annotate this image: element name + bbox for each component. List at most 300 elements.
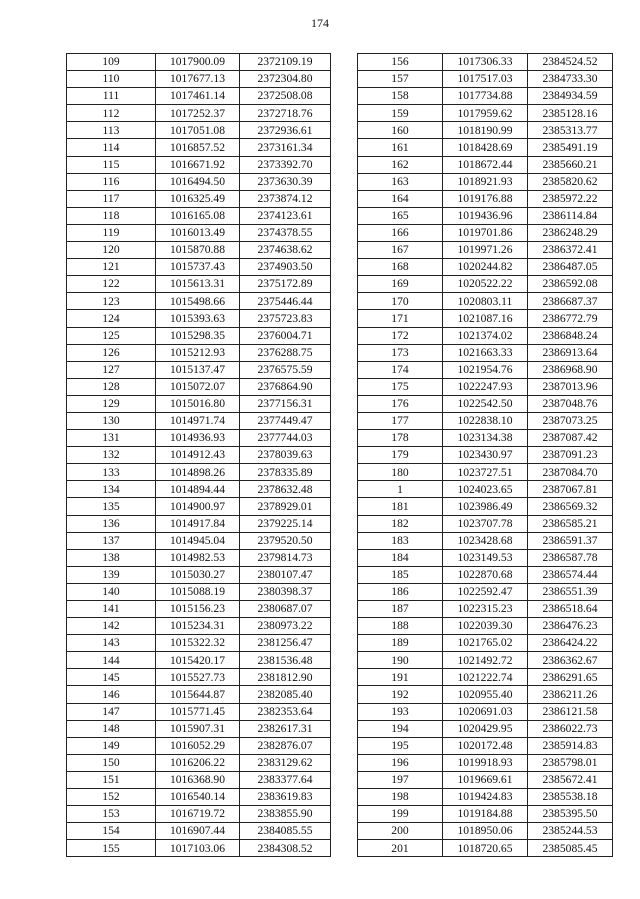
point-number-cell: 123 bbox=[67, 293, 156, 310]
table-row bbox=[67, 566, 331, 583]
y-coordinate-cell: 2386585.21 bbox=[528, 515, 613, 532]
y-coordinate-cell: 2386772.79 bbox=[528, 310, 613, 327]
y-coordinate-cell: 2386592.08 bbox=[528, 276, 613, 293]
table-row bbox=[67, 242, 331, 259]
x-coordinate-cell: 1014912.43 bbox=[156, 447, 240, 464]
y-coordinate-cell: 2386587.78 bbox=[528, 549, 613, 566]
x-coordinate-cell: 1014945.04 bbox=[156, 532, 240, 549]
y-coordinate-cell: 2386362.67 bbox=[528, 652, 613, 669]
y-coordinate-cell: 2384085.55 bbox=[240, 823, 331, 840]
x-coordinate-cell: 1016671.92 bbox=[156, 156, 240, 173]
point-number-cell: 133 bbox=[67, 464, 156, 481]
table-row bbox=[67, 293, 331, 310]
point-number-cell: 148 bbox=[67, 720, 156, 737]
point-number-cell: 191 bbox=[358, 669, 443, 686]
table-row bbox=[358, 703, 613, 720]
table-row bbox=[358, 139, 613, 156]
table-row bbox=[67, 276, 331, 293]
point-number-cell: 110 bbox=[67, 71, 156, 88]
y-coordinate-cell: 2385128.16 bbox=[528, 105, 613, 122]
y-coordinate-cell: 2386569.32 bbox=[528, 498, 613, 515]
x-coordinate-cell: 1021087.16 bbox=[443, 310, 528, 327]
x-coordinate-cell: 1015907.31 bbox=[156, 720, 240, 737]
point-number-cell: 176 bbox=[358, 395, 443, 412]
table-row bbox=[358, 412, 613, 429]
x-coordinate-cell: 1016857.52 bbox=[156, 139, 240, 156]
table-body bbox=[67, 54, 331, 857]
x-coordinate-cell: 1020522.22 bbox=[443, 276, 528, 293]
y-coordinate-cell: 2385820.62 bbox=[528, 173, 613, 190]
x-coordinate-cell: 1015498.66 bbox=[156, 293, 240, 310]
y-coordinate-cell: 2380398.37 bbox=[240, 583, 331, 600]
y-coordinate-cell: 2380107.47 bbox=[240, 566, 331, 583]
point-number-cell: 197 bbox=[358, 771, 443, 788]
y-coordinate-cell: 2382353.64 bbox=[240, 703, 331, 720]
x-coordinate-cell: 1016013.49 bbox=[156, 224, 240, 241]
point-number-cell: 200 bbox=[358, 823, 443, 840]
point-number-cell: 175 bbox=[358, 378, 443, 395]
x-coordinate-cell: 1016206.22 bbox=[156, 754, 240, 771]
table-row bbox=[358, 720, 613, 737]
table-row bbox=[67, 361, 331, 378]
y-coordinate-cell: 2382085.40 bbox=[240, 686, 331, 703]
x-coordinate-cell: 1015393.63 bbox=[156, 310, 240, 327]
table-row bbox=[358, 378, 613, 395]
table-row bbox=[67, 327, 331, 344]
table-row bbox=[358, 823, 613, 840]
table-row bbox=[67, 806, 331, 823]
table-row bbox=[358, 686, 613, 703]
point-number-cell: 134 bbox=[67, 481, 156, 498]
table-row bbox=[358, 88, 613, 105]
y-coordinate-cell: 2386574.44 bbox=[528, 566, 613, 583]
table-row bbox=[358, 447, 613, 464]
table-row bbox=[358, 173, 613, 190]
y-coordinate-cell: 2386248.29 bbox=[528, 224, 613, 241]
x-coordinate-cell: 1019918.93 bbox=[443, 754, 528, 771]
x-coordinate-cell: 1024023.65 bbox=[443, 481, 528, 498]
point-number-cell: 185 bbox=[358, 566, 443, 583]
point-number-cell: 135 bbox=[67, 498, 156, 515]
y-coordinate-cell: 2374638.62 bbox=[240, 242, 331, 259]
table-row bbox=[358, 276, 613, 293]
x-coordinate-cell: 1021954.76 bbox=[443, 361, 528, 378]
y-coordinate-cell: 2376288.75 bbox=[240, 344, 331, 361]
y-coordinate-cell: 2374123.61 bbox=[240, 207, 331, 224]
point-number-cell: 150 bbox=[67, 754, 156, 771]
point-number-cell: 143 bbox=[67, 635, 156, 652]
x-coordinate-cell: 1022315.23 bbox=[443, 601, 528, 618]
y-coordinate-cell: 2383129.62 bbox=[240, 754, 331, 771]
y-coordinate-cell: 2385538.18 bbox=[528, 789, 613, 806]
table-row bbox=[358, 789, 613, 806]
x-coordinate-cell: 1015072.07 bbox=[156, 378, 240, 395]
table-row bbox=[67, 703, 331, 720]
point-number-cell: 184 bbox=[358, 549, 443, 566]
table-row bbox=[67, 395, 331, 412]
table-row bbox=[358, 532, 613, 549]
table-row bbox=[67, 583, 331, 600]
point-number-cell: 183 bbox=[358, 532, 443, 549]
y-coordinate-cell: 2380973.22 bbox=[240, 618, 331, 635]
table-row bbox=[67, 840, 331, 857]
x-coordinate-cell: 1022870.68 bbox=[443, 566, 528, 583]
point-number-cell: 171 bbox=[358, 310, 443, 327]
x-coordinate-cell: 1020172.48 bbox=[443, 737, 528, 754]
x-coordinate-cell: 1015420.17 bbox=[156, 652, 240, 669]
x-coordinate-cell: 1016494.50 bbox=[156, 173, 240, 190]
y-coordinate-cell: 2383855.90 bbox=[240, 806, 331, 823]
table-row bbox=[358, 515, 613, 532]
table-body bbox=[358, 54, 613, 857]
x-coordinate-cell: 1018428.69 bbox=[443, 139, 528, 156]
x-coordinate-cell: 1020691.03 bbox=[443, 703, 528, 720]
point-number-cell: 144 bbox=[67, 652, 156, 669]
y-coordinate-cell: 2376575.59 bbox=[240, 361, 331, 378]
y-coordinate-cell: 2379520.50 bbox=[240, 532, 331, 549]
x-coordinate-cell: 1017103.06 bbox=[156, 840, 240, 857]
point-number-cell: 121 bbox=[67, 259, 156, 276]
x-coordinate-cell: 1023134.38 bbox=[443, 430, 528, 447]
y-coordinate-cell: 2387087.42 bbox=[528, 430, 613, 447]
table-row bbox=[358, 259, 613, 276]
point-number-cell: 127 bbox=[67, 361, 156, 378]
point-number-cell: 181 bbox=[358, 498, 443, 515]
point-number-cell: 161 bbox=[358, 139, 443, 156]
point-number-cell: 137 bbox=[67, 532, 156, 549]
point-number-cell: 164 bbox=[358, 190, 443, 207]
x-coordinate-cell: 1015137.47 bbox=[156, 361, 240, 378]
x-coordinate-cell: 1015613.31 bbox=[156, 276, 240, 293]
y-coordinate-cell: 2381256.47 bbox=[240, 635, 331, 652]
table-row bbox=[67, 173, 331, 190]
table-row bbox=[358, 549, 613, 566]
y-coordinate-cell: 2387048.76 bbox=[528, 395, 613, 412]
point-number-cell: 130 bbox=[67, 412, 156, 429]
y-coordinate-cell: 2386114.84 bbox=[528, 207, 613, 224]
y-coordinate-cell: 2385672.41 bbox=[528, 771, 613, 788]
x-coordinate-cell: 1015212.93 bbox=[156, 344, 240, 361]
y-coordinate-cell: 2377744.03 bbox=[240, 430, 331, 447]
table-row bbox=[358, 566, 613, 583]
table-row bbox=[358, 635, 613, 652]
table-row bbox=[67, 515, 331, 532]
point-number-cell: 177 bbox=[358, 412, 443, 429]
y-coordinate-cell: 2382617.31 bbox=[240, 720, 331, 737]
table-row bbox=[358, 481, 613, 498]
y-coordinate-cell: 2385085.45 bbox=[528, 840, 613, 857]
point-number-cell: 109 bbox=[67, 54, 156, 71]
y-coordinate-cell: 2386848.24 bbox=[528, 327, 613, 344]
table-row bbox=[67, 754, 331, 771]
point-number-cell: 138 bbox=[67, 549, 156, 566]
table-row bbox=[358, 207, 613, 224]
point-number-cell: 149 bbox=[67, 737, 156, 754]
y-coordinate-cell: 2372718.76 bbox=[240, 105, 331, 122]
table-row bbox=[358, 224, 613, 241]
point-number-cell: 195 bbox=[358, 737, 443, 754]
x-coordinate-cell: 1016165.08 bbox=[156, 207, 240, 224]
table-row bbox=[67, 88, 331, 105]
x-coordinate-cell: 1020244.82 bbox=[443, 259, 528, 276]
table-row bbox=[67, 259, 331, 276]
x-coordinate-cell: 1018921.93 bbox=[443, 173, 528, 190]
x-coordinate-cell: 1016368.90 bbox=[156, 771, 240, 788]
table-row bbox=[67, 498, 331, 515]
table-row bbox=[67, 139, 331, 156]
x-coordinate-cell: 1021374.02 bbox=[443, 327, 528, 344]
table-row bbox=[67, 737, 331, 754]
point-number-cell: 154 bbox=[67, 823, 156, 840]
table-row bbox=[67, 635, 331, 652]
point-number-cell: 116 bbox=[67, 173, 156, 190]
page-number: 174 bbox=[311, 16, 329, 30]
x-coordinate-cell: 1019424.83 bbox=[443, 789, 528, 806]
point-number-cell: 132 bbox=[67, 447, 156, 464]
y-coordinate-cell: 2375446.44 bbox=[240, 293, 331, 310]
x-coordinate-cell: 1014898.26 bbox=[156, 464, 240, 481]
x-coordinate-cell: 1016719.72 bbox=[156, 806, 240, 823]
point-number-cell: 139 bbox=[67, 566, 156, 583]
x-coordinate-cell: 1014900.97 bbox=[156, 498, 240, 515]
table-row bbox=[358, 310, 613, 327]
point-number-cell: 157 bbox=[358, 71, 443, 88]
point-number-cell: 199 bbox=[358, 806, 443, 823]
x-coordinate-cell: 1014982.53 bbox=[156, 549, 240, 566]
point-number-cell: 173 bbox=[358, 344, 443, 361]
x-coordinate-cell: 1019669.61 bbox=[443, 771, 528, 788]
y-coordinate-cell: 2373874.12 bbox=[240, 190, 331, 207]
point-number-cell: 170 bbox=[358, 293, 443, 310]
y-coordinate-cell: 2379814.73 bbox=[240, 549, 331, 566]
y-coordinate-cell: 2381536.48 bbox=[240, 652, 331, 669]
y-coordinate-cell: 2384733.30 bbox=[528, 71, 613, 88]
x-coordinate-cell: 1023986.49 bbox=[443, 498, 528, 515]
x-coordinate-cell: 1015527.73 bbox=[156, 669, 240, 686]
x-coordinate-cell: 1023727.51 bbox=[443, 464, 528, 481]
x-coordinate-cell: 1021492.72 bbox=[443, 652, 528, 669]
point-number-cell: 162 bbox=[358, 156, 443, 173]
table-row bbox=[358, 122, 613, 139]
point-number-cell: 193 bbox=[358, 703, 443, 720]
table-row bbox=[358, 806, 613, 823]
table-row bbox=[358, 737, 613, 754]
point-number-cell: 167 bbox=[358, 242, 443, 259]
y-coordinate-cell: 2386424.22 bbox=[528, 635, 613, 652]
table-row bbox=[67, 481, 331, 498]
x-coordinate-cell: 1015737.43 bbox=[156, 259, 240, 276]
y-coordinate-cell: 2386591.37 bbox=[528, 532, 613, 549]
table-row bbox=[67, 447, 331, 464]
table-row bbox=[358, 771, 613, 788]
y-coordinate-cell: 2374378.55 bbox=[240, 224, 331, 241]
x-coordinate-cell: 1017461.14 bbox=[156, 88, 240, 105]
table-row bbox=[67, 122, 331, 139]
table-row bbox=[67, 652, 331, 669]
table-row bbox=[67, 430, 331, 447]
table-row bbox=[358, 361, 613, 378]
x-coordinate-cell: 1014917.84 bbox=[156, 515, 240, 532]
x-coordinate-cell: 1019176.88 bbox=[443, 190, 528, 207]
table-row bbox=[67, 771, 331, 788]
table-row bbox=[358, 105, 613, 122]
point-number-cell: 141 bbox=[67, 601, 156, 618]
table-row bbox=[358, 395, 613, 412]
x-coordinate-cell: 1017252.37 bbox=[156, 105, 240, 122]
table-row bbox=[358, 464, 613, 481]
table-row bbox=[358, 430, 613, 447]
x-coordinate-cell: 1014936.93 bbox=[156, 430, 240, 447]
y-coordinate-cell: 2376864.90 bbox=[240, 378, 331, 395]
x-coordinate-cell: 1017959.62 bbox=[443, 105, 528, 122]
point-number-cell: 163 bbox=[358, 173, 443, 190]
point-number-cell: 155 bbox=[67, 840, 156, 857]
point-number-cell: 169 bbox=[358, 276, 443, 293]
x-coordinate-cell: 1019701.86 bbox=[443, 224, 528, 241]
y-coordinate-cell: 2373630.39 bbox=[240, 173, 331, 190]
point-number-cell: 114 bbox=[67, 139, 156, 156]
point-number-cell: 119 bbox=[67, 224, 156, 241]
point-number-cell: 178 bbox=[358, 430, 443, 447]
x-coordinate-cell: 1015870.88 bbox=[156, 242, 240, 259]
x-coordinate-cell: 1019184.88 bbox=[443, 806, 528, 823]
point-number-cell: 126 bbox=[67, 344, 156, 361]
point-number-cell: 156 bbox=[358, 54, 443, 71]
point-number-cell: 186 bbox=[358, 583, 443, 600]
table-row bbox=[67, 344, 331, 361]
x-coordinate-cell: 1018672.44 bbox=[443, 156, 528, 173]
table-row bbox=[358, 190, 613, 207]
x-coordinate-cell: 1020803.11 bbox=[443, 293, 528, 310]
y-coordinate-cell: 2385798.01 bbox=[528, 754, 613, 771]
point-number-cell: 125 bbox=[67, 327, 156, 344]
y-coordinate-cell: 2386476.23 bbox=[528, 618, 613, 635]
x-coordinate-cell: 1022838.10 bbox=[443, 412, 528, 429]
point-number-cell: 180 bbox=[358, 464, 443, 481]
y-coordinate-cell: 2372304.80 bbox=[240, 71, 331, 88]
table-row bbox=[358, 618, 613, 635]
y-coordinate-cell: 2372109.19 bbox=[240, 54, 331, 71]
point-number-cell: 172 bbox=[358, 327, 443, 344]
y-coordinate-cell: 2386372.41 bbox=[528, 242, 613, 259]
x-coordinate-cell: 1018190.99 bbox=[443, 122, 528, 139]
y-coordinate-cell: 2386518.64 bbox=[528, 601, 613, 618]
point-number-cell: 122 bbox=[67, 276, 156, 293]
x-coordinate-cell: 1017306.33 bbox=[443, 54, 528, 71]
x-coordinate-cell: 1023430.97 bbox=[443, 447, 528, 464]
point-number-cell: 131 bbox=[67, 430, 156, 447]
x-coordinate-cell: 1021663.33 bbox=[443, 344, 528, 361]
x-coordinate-cell: 1021222.74 bbox=[443, 669, 528, 686]
point-number-cell: 168 bbox=[358, 259, 443, 276]
y-coordinate-cell: 2385244.53 bbox=[528, 823, 613, 840]
point-number-cell: 146 bbox=[67, 686, 156, 703]
y-coordinate-cell: 2386022.73 bbox=[528, 720, 613, 737]
table-row bbox=[67, 156, 331, 173]
point-number-cell: 174 bbox=[358, 361, 443, 378]
point-number-cell: 140 bbox=[67, 583, 156, 600]
y-coordinate-cell: 2385914.83 bbox=[528, 737, 613, 754]
x-coordinate-cell: 1016052.29 bbox=[156, 737, 240, 754]
table-row bbox=[358, 54, 613, 71]
table-row bbox=[67, 549, 331, 566]
point-number-cell: 179 bbox=[358, 447, 443, 464]
y-coordinate-cell: 2387091.23 bbox=[528, 447, 613, 464]
y-coordinate-cell: 2377156.31 bbox=[240, 395, 331, 412]
point-number-cell: 128 bbox=[67, 378, 156, 395]
x-coordinate-cell: 1015234.31 bbox=[156, 618, 240, 635]
point-number-cell: 198 bbox=[358, 789, 443, 806]
x-coordinate-cell: 1016907.44 bbox=[156, 823, 240, 840]
x-coordinate-cell: 1022039.30 bbox=[443, 618, 528, 635]
x-coordinate-cell: 1017517.03 bbox=[443, 71, 528, 88]
y-coordinate-cell: 2386551.39 bbox=[528, 583, 613, 600]
x-coordinate-cell: 1019436.96 bbox=[443, 207, 528, 224]
coordinates-table-left bbox=[66, 53, 331, 857]
y-coordinate-cell: 2378039.63 bbox=[240, 447, 331, 464]
table-row bbox=[358, 71, 613, 88]
point-number-cell: 120 bbox=[67, 242, 156, 259]
table-row bbox=[67, 823, 331, 840]
x-coordinate-cell: 1017734.88 bbox=[443, 88, 528, 105]
table-row bbox=[67, 601, 331, 618]
y-coordinate-cell: 2378632.48 bbox=[240, 481, 331, 498]
table-row bbox=[67, 190, 331, 207]
x-coordinate-cell: 1023149.53 bbox=[443, 549, 528, 566]
y-coordinate-cell: 2385395.50 bbox=[528, 806, 613, 823]
point-number-cell: 124 bbox=[67, 310, 156, 327]
y-coordinate-cell: 2385972.22 bbox=[528, 190, 613, 207]
x-coordinate-cell: 1022542.50 bbox=[443, 395, 528, 412]
y-coordinate-cell: 2387073.25 bbox=[528, 412, 613, 429]
table-row bbox=[67, 464, 331, 481]
point-number-cell: 158 bbox=[358, 88, 443, 105]
y-coordinate-cell: 2387013.96 bbox=[528, 378, 613, 395]
y-coordinate-cell: 2374903.50 bbox=[240, 259, 331, 276]
point-number-cell: 142 bbox=[67, 618, 156, 635]
table-row bbox=[358, 293, 613, 310]
point-number-cell: 151 bbox=[67, 771, 156, 788]
x-coordinate-cell: 1022247.93 bbox=[443, 378, 528, 395]
point-number-cell: 117 bbox=[67, 190, 156, 207]
point-number-cell: 190 bbox=[358, 652, 443, 669]
table-row bbox=[358, 242, 613, 259]
table-row bbox=[358, 344, 613, 361]
point-number-cell: 118 bbox=[67, 207, 156, 224]
x-coordinate-cell: 1014971.74 bbox=[156, 412, 240, 429]
table-row bbox=[67, 789, 331, 806]
point-number-cell: 192 bbox=[358, 686, 443, 703]
point-number-cell: 196 bbox=[358, 754, 443, 771]
x-coordinate-cell: 1018720.65 bbox=[443, 840, 528, 857]
y-coordinate-cell: 2383377.64 bbox=[240, 771, 331, 788]
y-coordinate-cell: 2386968.90 bbox=[528, 361, 613, 378]
y-coordinate-cell: 2384524.52 bbox=[528, 54, 613, 71]
y-coordinate-cell: 2383619.83 bbox=[240, 789, 331, 806]
x-coordinate-cell: 1015016.80 bbox=[156, 395, 240, 412]
table-row bbox=[67, 686, 331, 703]
table-row bbox=[358, 156, 613, 173]
table-row bbox=[358, 498, 613, 515]
x-coordinate-cell: 1015771.45 bbox=[156, 703, 240, 720]
point-number-cell: 111 bbox=[67, 88, 156, 105]
table-row bbox=[67, 720, 331, 737]
x-coordinate-cell: 1017900.09 bbox=[156, 54, 240, 71]
y-coordinate-cell: 2376004.71 bbox=[240, 327, 331, 344]
point-number-cell: 165 bbox=[358, 207, 443, 224]
x-coordinate-cell: 1021765.02 bbox=[443, 635, 528, 652]
table-row bbox=[67, 618, 331, 635]
